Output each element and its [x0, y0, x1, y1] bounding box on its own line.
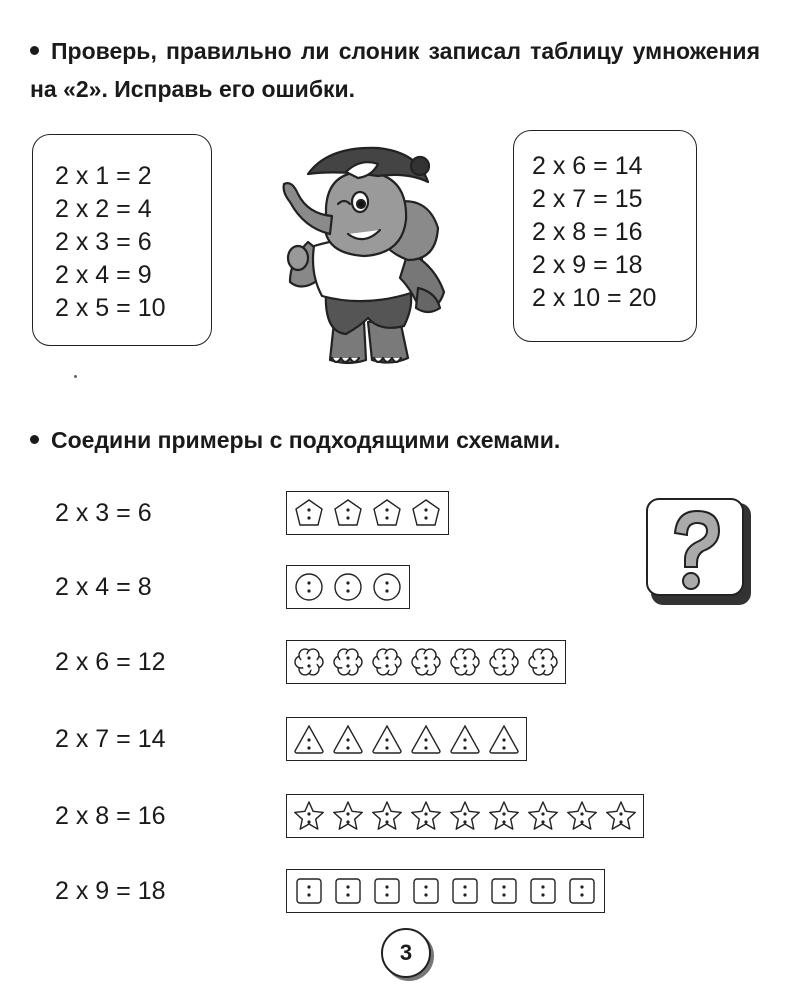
circle-icon: [332, 571, 364, 603]
star-icon: [410, 800, 442, 832]
star-icon: [566, 800, 598, 832]
square-icon: [488, 875, 520, 907]
scheme-pentagon[interactable]: [286, 491, 449, 535]
equation-line: 2 x 9 = 18: [532, 251, 643, 279]
star-icon: [371, 800, 403, 832]
equation-line: 2 x 5 = 10: [55, 294, 166, 322]
triangle-icon: [332, 723, 364, 755]
page-number: 3: [381, 928, 431, 978]
triangle-icon: [449, 723, 481, 755]
task1-title-text: Проверь, правильно ли слоник записал таблицу умножения на «2». Исправь его ошибки.: [30, 38, 760, 102]
pentagon-icon: [293, 497, 325, 529]
equation-line: 2 x 2 = 4: [55, 195, 152, 223]
question-mark-icon[interactable]: [645, 497, 755, 609]
equation-line: 2 x 1 = 2: [55, 162, 152, 190]
star-icon: [527, 800, 559, 832]
equation-line: 2 x 7 = 15: [532, 185, 643, 213]
equation-line: 2 x 6 = 14: [532, 152, 643, 180]
square-icon: [410, 875, 442, 907]
equation-line: 2 x 8 = 16: [532, 218, 643, 246]
example-label[interactable]: 2 x 7 = 14: [55, 725, 166, 753]
task1-title: [30, 32, 760, 108]
scheme-circle[interactable]: [286, 565, 410, 609]
print-speck: [74, 375, 77, 378]
star-icon: [332, 800, 364, 832]
task2-title: [30, 421, 560, 459]
flower-icon: [488, 646, 520, 678]
star-icon: [488, 800, 520, 832]
flower-icon: [293, 646, 325, 678]
equation-line: 2 x 3 = 6: [55, 228, 152, 256]
circle-icon: [371, 571, 403, 603]
example-label[interactable]: 2 x 3 = 6: [55, 499, 152, 527]
flower-icon: [410, 646, 442, 678]
flower-icon: [449, 646, 481, 678]
scheme-square[interactable]: [286, 869, 605, 913]
task2-title-text: Соедини примеры с подходящими схемами.: [51, 427, 561, 453]
triangle-icon: [488, 723, 520, 755]
example-label[interactable]: 2 x 6 = 12: [55, 648, 166, 676]
square-icon: [332, 875, 364, 907]
star-icon: [293, 800, 325, 832]
pentagon-icon: [410, 497, 442, 529]
bullet-icon: [30, 46, 39, 55]
scheme-star[interactable]: [286, 794, 644, 838]
star-icon: [449, 800, 481, 832]
example-label[interactable]: 2 x 4 = 8: [55, 573, 152, 601]
square-icon: [449, 875, 481, 907]
flower-icon: [332, 646, 364, 678]
scheme-triangle[interactable]: [286, 717, 527, 761]
square-icon: [527, 875, 559, 907]
equation-line: 2 x 10 = 20: [532, 284, 657, 312]
circle-icon: [293, 571, 325, 603]
example-label[interactable]: 2 x 9 = 18: [55, 877, 166, 905]
bullet-icon: [30, 435, 39, 444]
flower-icon: [527, 646, 559, 678]
pentagon-icon: [371, 497, 403, 529]
example-label[interactable]: 2 x 8 = 16: [55, 802, 166, 830]
square-icon: [566, 875, 598, 907]
triangle-icon: [410, 723, 442, 755]
equation-line: 2 x 4 = 9: [55, 261, 152, 289]
flower-icon: [371, 646, 403, 678]
scheme-flower[interactable]: [286, 640, 566, 684]
square-icon: [293, 875, 325, 907]
star-icon: [605, 800, 637, 832]
elephant-icon: [268, 142, 448, 377]
pentagon-icon: [332, 497, 364, 529]
square-icon: [371, 875, 403, 907]
equations-box-right: [513, 130, 697, 342]
equations-box-left: [32, 134, 212, 346]
triangle-icon: [371, 723, 403, 755]
triangle-icon: [293, 723, 325, 755]
